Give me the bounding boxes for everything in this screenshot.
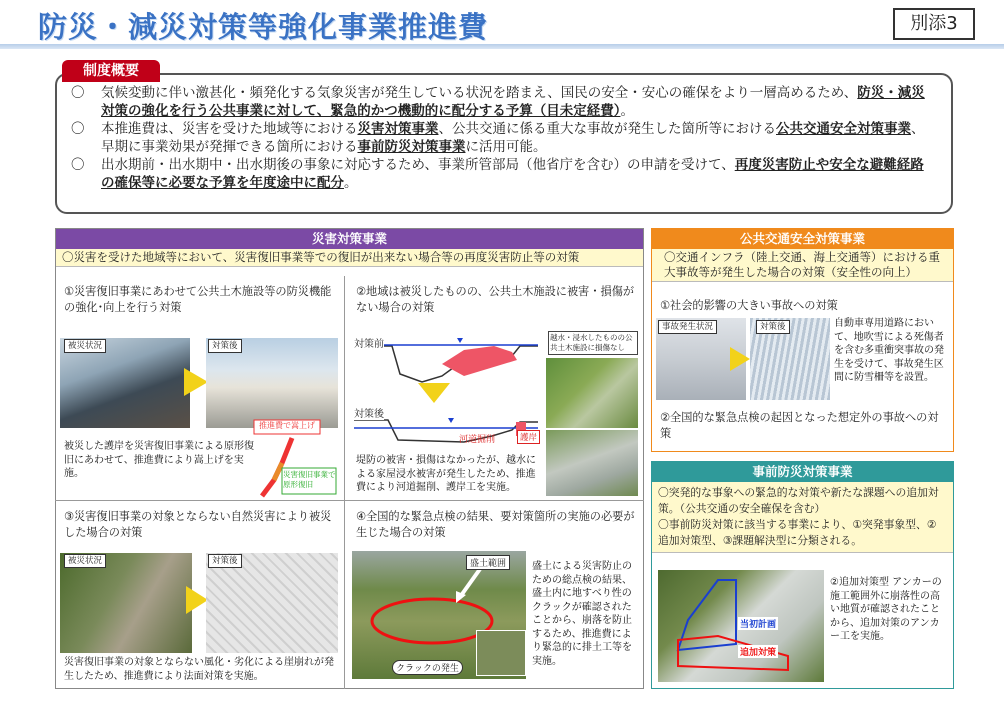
- overview-box: [55, 73, 953, 214]
- disaster-panel-header: 災害対策事業: [56, 229, 643, 249]
- prevent-item-1: 〇突発的な事象への緊急的な対策や新たな課題への追加対策。（公共交通の安全確保を含む）: [658, 486, 939, 515]
- arrow-right-icon: [184, 368, 208, 396]
- raise-note: 推進費で嵩上げ: [259, 421, 315, 430]
- case2-caption: 堤防の被害・損傷はなかったが、越水による家屋浸水被害が発生したため、推進費により河道掘削、護岸工を実施。: [356, 455, 536, 493]
- revetment-label: 護岸: [517, 430, 540, 444]
- case3-caption: 災害復旧事業の対象とならない風化・劣化による崖崩れが発生したため、推進費により法面対策を実施。: [64, 657, 334, 682]
- case1-caption: 被災した護岸を災害復旧事業による原形復旧にあわせて、推進費により嵩上げを実施。: [64, 441, 254, 479]
- transit-caption: 自動車専用道路において、地吹雪による死傷者を含む多重衝突事故の発生を受けて、事故発生区間に防雪柵等を設置。: [834, 318, 944, 383]
- overview-item-1: [71, 85, 937, 120]
- title-rule: [0, 44, 1004, 49]
- overview-text: 。: [344, 174, 358, 191]
- overview-emphasis: 災害対策事業: [357, 121, 439, 137]
- overview-emphasis: 事前防災対策事業: [357, 138, 466, 155]
- additional-label: 追加対策: [738, 645, 778, 658]
- initial-plan-label: 当初計画: [738, 617, 778, 630]
- after-label: 対策後: [354, 405, 384, 420]
- case3-title: ③災害復旧事業の対象とならない自然災害により被災した場合の対策: [64, 510, 332, 539]
- transit-panel-header: 公共交通安全対策事業: [652, 229, 953, 249]
- prevent-item-2: 〇事前防災対策に該当する事業により、①突発事象型、②追加対策型、③課題解決型に分類される。: [658, 518, 937, 547]
- case4-title: ④全国的な緊急点検の結果、要対策箇所の実施の必要が生じた場合の対策: [356, 510, 635, 539]
- river-photo-2: [546, 430, 638, 496]
- no-damage-note: 越水・浸水したものの公共土木施設に損傷なし: [548, 331, 638, 355]
- before-label: 事故発生状況: [658, 320, 717, 334]
- before-label: 被災状況: [64, 339, 106, 353]
- transit-case2-title: ②全国的な緊急点検の起因となった想定外の事故への対策: [660, 411, 939, 440]
- restore-note: 災害復旧事業で原形復旧: [283, 470, 336, 489]
- divider: [55, 500, 644, 501]
- after-label: 対策後: [208, 339, 242, 353]
- before-label: 被災状況: [64, 554, 106, 568]
- bullet-mark: 〇: [71, 121, 85, 137]
- overview-emphasis: 公共交通安全対策事業: [776, 121, 911, 137]
- prevent-caption: ②追加対策型 アンカーの施工範囲外に崩落性の高い地質が確認されたことから、追加対策のアンカー工を実施。: [830, 577, 942, 642]
- arrow-down-icon: [418, 383, 450, 403]
- transit-panel-strip: 〇交通インフラ（陸上交通、海上交通等）における重大事故等が発生した場合の対策（安全性の向上）: [652, 249, 953, 282]
- river-photo-1: [546, 358, 638, 428]
- landslide-photo: [60, 553, 192, 653]
- prevent-panel-header: 事前防災対策事業: [652, 462, 953, 482]
- slope-photo: [206, 553, 338, 653]
- overview-text: 出水期前・出水期中・出水期後の事象に対応するため、事業所管部局（他省庁を含む）の申請を受けて、: [101, 157, 735, 173]
- dredge-label: 河道掘削: [459, 435, 496, 445]
- case1-title: ①災害復旧事業にあわせて公共土木施設等の防災機能の強化･向上を行う対策: [64, 285, 332, 314]
- overview-item-2: [71, 121, 937, 156]
- crack-photo: [476, 630, 526, 676]
- crack-label: クラックの発生: [392, 660, 463, 675]
- case2-title: ②地域は被災したものの、公共土木施設に被害・損傷がない場合の対策: [356, 285, 635, 314]
- overview-emphasis: 再度災害防止や安全な避難経路の確保等に必要な予算を年度途中に配分: [101, 157, 924, 191]
- overview-item-3: [71, 157, 937, 192]
- bullet-mark: 〇: [71, 85, 85, 101]
- overview-text: 、公共交通に係る重大な事故が発生した箇所等における: [438, 121, 776, 137]
- bullet-mark: 〇: [71, 157, 85, 173]
- divider: [344, 276, 345, 689]
- case4-caption: 盛土による災害防止のための総点検の結果、盛土内に地すべり性のクラックが確認されたことから、崩落を防止するため、推進費により緊急的に排土工等を実施。: [532, 561, 632, 667]
- arrow-right-icon: [730, 347, 750, 371]
- overview-emphasis: 防災・減災対策の強化を行う公共事業に対して、緊急的かつ機動的に配分する予算（目未定経費）: [101, 85, 925, 119]
- transit-case1-title: ①社会的影響の大きい事故への対策: [660, 299, 838, 312]
- overview-text: 本推進費は、災害を受けた地域等における: [101, 121, 358, 137]
- annex-label: 別添3: [893, 8, 975, 40]
- overview-text: に活用可能。: [465, 138, 547, 155]
- after-label: 対策後: [756, 320, 790, 334]
- fill-area-label: 盛土範囲: [466, 555, 510, 570]
- arrow-right-icon: [186, 586, 208, 614]
- overview-text: 、早期に事業効果が発揮できる箇所における: [101, 121, 925, 155]
- before-label: 対策前: [354, 335, 384, 350]
- disaster-panel-strip: 〇災害を受けた地域等において、災害復旧事業等での復旧が出来ない場合等の再度災害防止等の対策: [56, 249, 643, 267]
- overview-tab: 制度概要: [62, 60, 160, 82]
- prevent-strip: [652, 482, 953, 553]
- overview-text: 。: [620, 102, 634, 119]
- page-title: 防災・減災対策等強化事業推進費: [38, 10, 489, 44]
- overview-text: 気候変動に伴い激甚化・頻発化する気象災害が発生している状況を踏まえ、国民の安全・安心の確保をより一層高めるため、: [101, 85, 858, 101]
- after-label: 対策後: [208, 554, 242, 568]
